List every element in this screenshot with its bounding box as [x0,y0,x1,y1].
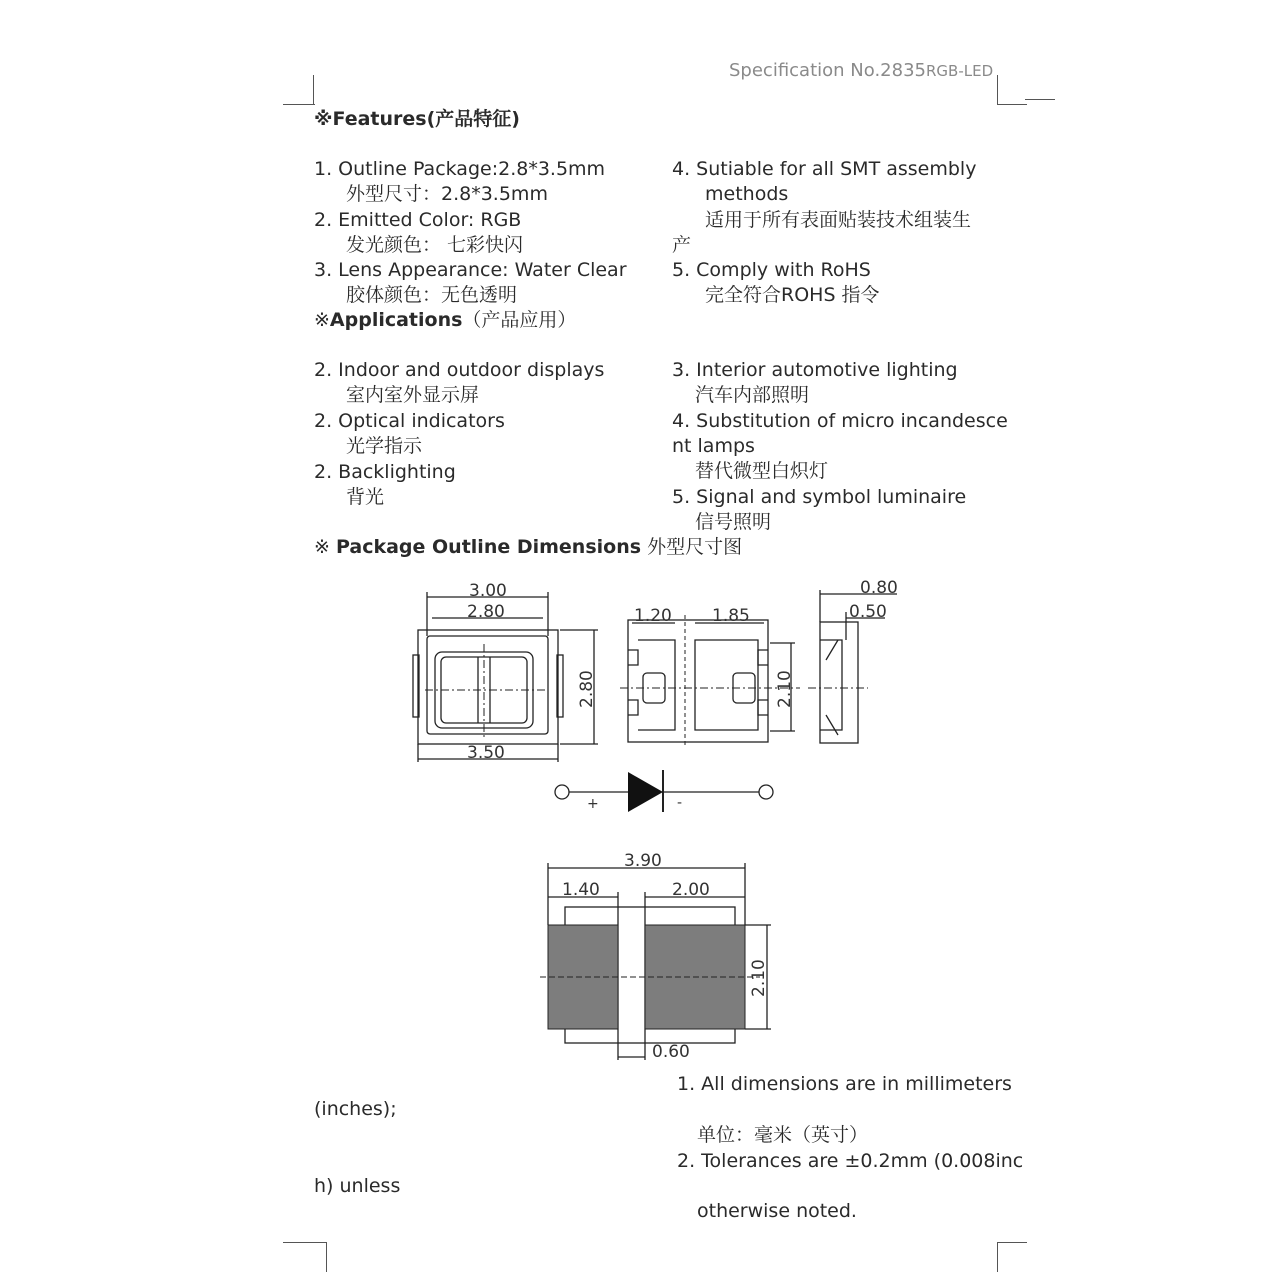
application-item-3: 2. Backlighting [314,461,456,483]
applications-title-cn: （产品应用） [462,309,577,331]
dim-top-w-outer: 3.00 [469,581,507,601]
feature-item-3: 3. Lens Appearance: Water Clear [314,259,627,281]
note-1-cont: (inches); [314,1098,397,1120]
feature-item-4: 4. Sutiable for all SMT assembly [672,158,977,180]
note-1-cn: 单位：毫米（英寸） [697,1124,869,1146]
dim-pad-gap: 0.60 [652,1042,690,1062]
application-item-1-cn: 室内室外显示屏 [346,384,480,406]
dim-pad-total: 3.90 [624,851,662,871]
dim-back-left: 1.20 [634,606,672,626]
features-title: Features(产品特征) [332,108,520,130]
back-view-drawing [620,615,800,745]
dim-top-bottom: 3.50 [467,743,505,763]
application-item-5-cont: nt lamps [672,435,755,457]
dim-pad-right: 2.00 [672,880,710,900]
feature-item-4-cn-cont: 产 [672,234,692,256]
dim-pad-left: 1.40 [562,880,600,900]
reference-mark: ※ [314,536,330,558]
cathode-minus: - [677,795,683,811]
feature-item-2-cn: 发光颜色： 七彩快闪 [346,234,524,256]
dim-top-w-inner: 2.80 [467,602,505,622]
dim-top-h: 2.80 [577,670,597,708]
feature-item-5-cn: 完全符合ROHS 指令 [705,284,880,306]
diode-triangle [628,772,663,812]
note-1: 1. All dimensions are in millimeters [677,1073,1012,1095]
application-item-6: 5. Signal and symbol luminaire [672,486,967,508]
application-item-5-cn: 替代微型白炽灯 [695,460,829,482]
application-item-5: 4. Substitution of micro incandesce [672,410,1008,432]
feature-item-4-cont: methods [705,183,789,205]
note-2: 2. Tolerances are ±0.2mm (0.008inc [677,1150,1024,1172]
note-2-end: otherwise noted. [697,1200,857,1222]
spec-number: Specification No.2835 [729,60,926,81]
feature-item-4-cn: 适用于所有表面贴装技术组装生 [705,209,972,231]
applications-title: Applications [329,309,463,331]
application-item-3-cn: 背光 [346,486,385,508]
application-item-4-cn: 汽车内部照明 [695,384,810,406]
application-item-2: 2. Optical indicators [314,410,505,432]
dim-pad-h: 2.10 [749,959,769,997]
spec-suffix: RGB-LED [925,62,994,80]
dim-side-b: 0.50 [849,602,887,622]
feature-item-1-cn: 外型尺寸：2.8*3.5mm [346,183,548,205]
outline-title: Package Outline Dimensions [335,536,642,558]
anode-plus: + [587,796,599,812]
reference-mark: ※ [314,309,330,331]
feature-item-2: 2. Emitted Color: RGB [314,209,522,231]
application-item-2-cn: 光学指示 [346,435,423,457]
top-view-drawing [413,592,598,762]
feature-item-5: 5. Comply with RoHS [672,259,871,281]
reference-mark: ※ [314,108,333,130]
feature-item-1: 1. Outline Package:2.8*3.5mm [314,158,606,180]
dim-back-right: 1.85 [712,606,750,626]
dim-back-h: 2.10 [775,670,795,708]
application-item-1: 2. Indoor and outdoor displays [314,359,605,381]
application-item-4: 3. Interior automotive lighting [672,359,958,381]
note-2-cont: h) unless [314,1175,401,1197]
outline-title-cn: 外型尺寸图 [647,536,743,558]
application-item-6-cn: 信号照明 [695,511,772,533]
dim-side-a: 0.80 [860,578,898,598]
feature-item-3-cn: 胶体颜色：无色透明 [346,284,518,306]
